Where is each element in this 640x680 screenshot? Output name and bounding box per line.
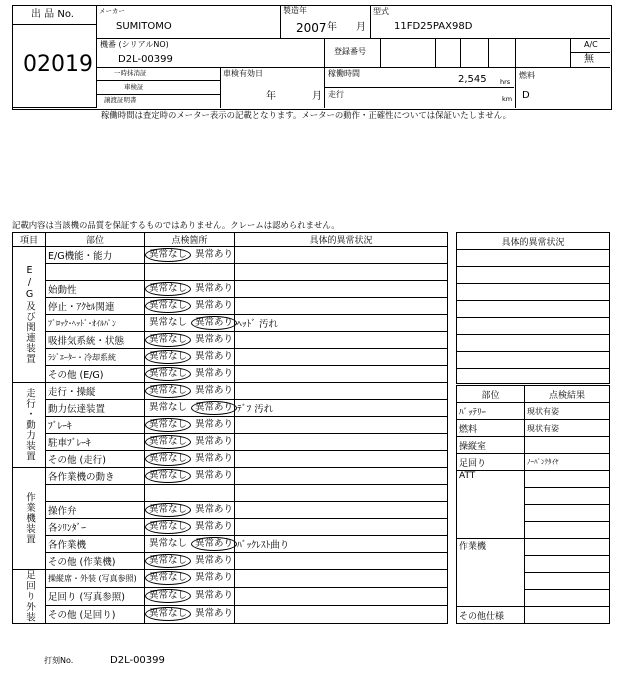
detail-cell	[235, 485, 448, 502]
ok-mark: 異常なし	[149, 317, 188, 328]
part-cell: その他 (走行)	[46, 451, 145, 468]
table-row	[13, 502, 448, 519]
hours-label: 稼働時間	[328, 69, 360, 78]
check-cell	[145, 247, 235, 264]
part-cell	[46, 264, 145, 281]
hours-disclaimer: 稼働時間は査定時のメーター表示の記載となります。メーターの動作・正確性については保証いたしません。	[101, 110, 512, 120]
side-results-table	[456, 385, 610, 624]
cert-temp-deregistration: 一時抹消証	[114, 69, 147, 77]
side-detail-wrap	[456, 232, 610, 384]
check-cell	[145, 315, 235, 332]
side-result	[525, 437, 610, 454]
check-cell	[145, 264, 235, 281]
check-cell	[145, 281, 235, 298]
side-result: 現状有姿	[525, 420, 610, 437]
table-row	[13, 485, 448, 502]
detail-cell	[235, 264, 448, 281]
inspection-table-wrap	[12, 232, 448, 624]
hours-value: 2,545	[458, 74, 487, 85]
ng-mark: 異常あり	[195, 283, 234, 294]
ng-mark: 異常あり	[195, 453, 234, 464]
group-label	[13, 468, 46, 570]
side-results-wrap	[456, 385, 610, 624]
ok-mark-circled: 異常なし	[145, 571, 191, 585]
ok-mark-circled: 異常なし	[145, 333, 191, 347]
ok-mark-circled: 異常なし	[145, 469, 191, 483]
check-cell	[145, 366, 235, 383]
side-result: 現状有姿	[525, 403, 610, 420]
detail-cell	[235, 605, 448, 623]
part-cell	[46, 485, 145, 502]
side-part: 操縦室	[457, 437, 525, 454]
ng-mark: 異常あり	[195, 590, 234, 602]
ng-mark: 異常あり	[195, 334, 234, 345]
serial-label: 機番 (シリアルNO)	[100, 40, 169, 49]
table-row	[13, 417, 448, 434]
part-cell: ﾌﾞﾚｰｷ	[46, 417, 145, 434]
registration-label: 登録番号	[334, 47, 366, 56]
part-cell: 操作弁	[46, 502, 145, 519]
check-cell	[145, 485, 235, 502]
ng-mark: 異常あり	[195, 368, 234, 379]
hours-unit: hrs	[500, 78, 511, 86]
detail-cell	[235, 502, 448, 519]
group-name: 足回り外装	[24, 570, 35, 623]
list-item	[457, 403, 610, 420]
ok-mark-circled: 異常なし	[145, 452, 191, 466]
detail-cell	[235, 247, 448, 264]
detail-cell	[235, 553, 448, 570]
ok-mark-circled: 異常なし	[145, 350, 191, 364]
list-item	[457, 539, 610, 556]
ng-mark: 異常あり	[195, 521, 234, 532]
part-cell: E/G機能・能力	[46, 247, 145, 264]
part-cell: ﾗｼﾞｴｰﾀｰ・冷却系統	[46, 349, 145, 366]
detail-cell: ﾍｯﾄﾞ 汚れ	[235, 315, 448, 332]
year-value: 2007	[296, 21, 327, 35]
quality-disclaimer: 記載内容は当該機の品質を保証するものではありません。クレームは認められません。	[12, 220, 340, 230]
table-row	[13, 247, 448, 264]
lot-number-box	[12, 5, 97, 108]
detail-cell	[235, 451, 448, 468]
table-row	[13, 570, 448, 588]
ok-mark-circled: 異常なし	[145, 435, 191, 449]
cert-vehicle-inspection: 車検証	[124, 83, 144, 91]
side-detail-title: 具体的異常状況	[457, 233, 610, 250]
ng-mark: 異常あり	[195, 436, 234, 447]
group-label	[13, 247, 46, 383]
part-cell: 各ｼﾘﾝﾀﾞｰ	[46, 519, 145, 536]
check-cell	[145, 451, 235, 468]
part-cell: 各作業機の動き	[46, 468, 145, 485]
ok-mark-circled: 異常なし	[145, 554, 191, 568]
part-cell: 各作業機	[46, 536, 145, 553]
check-cell	[145, 468, 235, 485]
col-detail: 具体的異常状況	[235, 233, 448, 247]
cert-transfer: 譲渡証明書	[104, 96, 137, 104]
part-cell: その他 (足回り)	[46, 605, 145, 623]
ng-mark: 異常あり	[195, 419, 234, 430]
inspection-month-unit: 月	[312, 91, 322, 102]
fuel-label: 燃料	[519, 71, 535, 80]
table-row	[13, 383, 448, 400]
ok-mark-circled: 異常なし	[145, 367, 191, 381]
check-cell	[145, 417, 235, 434]
part-cell: 操縦席・外装 (写真参照)	[46, 570, 145, 588]
stamp-value: D2L-00399	[110, 655, 165, 666]
ok-mark-circled: 異常なし	[145, 418, 191, 432]
ng-mark: 異常あり	[195, 470, 234, 481]
model-label: 型式	[373, 7, 389, 16]
ok-mark-circled: 異常なし	[145, 384, 191, 398]
ok-mark-circled: 異常なし	[145, 503, 191, 517]
stamp-label: 打刻No.	[44, 656, 74, 665]
check-cell	[145, 536, 235, 553]
ok-mark: 異常なし	[149, 538, 188, 549]
ng-mark-circled: 異常あり	[191, 401, 237, 415]
detail-cell	[235, 417, 448, 434]
group-label	[13, 570, 46, 624]
ng-mark: 異常あり	[195, 351, 234, 362]
year-unit: 年	[327, 22, 337, 33]
ng-mark: 異常あり	[195, 504, 234, 515]
check-cell	[145, 434, 235, 451]
detail-cell	[235, 298, 448, 315]
check-cell	[145, 587, 235, 605]
check-cell	[145, 553, 235, 570]
inspection-table	[12, 232, 448, 624]
table-row	[13, 434, 448, 451]
table-row	[13, 587, 448, 605]
table-row	[13, 536, 448, 553]
ac-label: A/C	[584, 40, 598, 49]
detail-cell	[235, 332, 448, 349]
list-item	[457, 420, 610, 437]
part-cell: その他 (E/G)	[46, 366, 145, 383]
table-row	[13, 315, 448, 332]
ng-mark: 異常あり	[195, 300, 234, 311]
fuel-value: D	[522, 90, 530, 101]
check-cell	[145, 519, 235, 536]
year-label: 製造年	[283, 6, 307, 15]
ng-mark: 異常あり	[195, 608, 234, 620]
part-cell: その他 (作業機)	[46, 553, 145, 570]
detail-cell	[235, 281, 448, 298]
list-item	[457, 471, 610, 488]
ok-mark: 異常なし	[149, 402, 188, 413]
inspection-date-label: 車検有効日	[223, 69, 263, 78]
table-row	[13, 400, 448, 417]
check-cell	[145, 400, 235, 417]
check-cell	[145, 570, 235, 588]
lot-number-label: 出 品 No.	[31, 9, 74, 20]
side-work-label: 作業機	[457, 539, 525, 607]
group-name: 走行・動力装置	[24, 388, 35, 462]
detail-cell	[235, 570, 448, 588]
maker-label: メーカー	[99, 7, 125, 15]
detail-cell	[235, 519, 448, 536]
detail-cell	[235, 349, 448, 366]
group-label	[13, 383, 46, 468]
check-cell	[145, 349, 235, 366]
detail-cell: ﾃﾞﾌ 汚れ	[235, 400, 448, 417]
ng-mark: 異常あり	[195, 385, 234, 396]
detail-cell	[235, 434, 448, 451]
ok-mark-circled: 異常なし	[145, 282, 191, 296]
ok-mark-circled: 異常なし	[145, 299, 191, 313]
side-col-part: 部位	[457, 386, 525, 403]
check-cell	[145, 502, 235, 519]
table-row	[13, 349, 448, 366]
detail-cell	[235, 587, 448, 605]
part-cell: 始動性	[46, 281, 145, 298]
table-row	[13, 332, 448, 349]
check-cell	[145, 605, 235, 623]
detail-cell	[235, 383, 448, 400]
inspection-year-unit: 年	[266, 91, 276, 102]
part-cell: 足回り (写真参照)	[46, 587, 145, 605]
side-part: 足回り	[457, 454, 525, 471]
col-check: 点検箇所	[145, 233, 235, 247]
table-row	[13, 553, 448, 570]
check-cell	[145, 332, 235, 349]
group-name: 作業機装置	[24, 492, 35, 545]
part-cell: 動力伝達装置	[46, 400, 145, 417]
detail-cell	[235, 468, 448, 485]
table-row	[13, 298, 448, 315]
side-result: ﾉｰﾊﾟﾝｸﾀｲﾔ	[525, 454, 610, 471]
table-row	[13, 605, 448, 623]
distance-label: 走行	[328, 90, 344, 99]
ok-mark-circled: 異常なし	[145, 607, 191, 621]
side-col-result: 点検結果	[525, 386, 610, 403]
detail-cell: ﾊﾞｯｸﾚｽﾄ曲り	[235, 536, 448, 553]
ok-mark-circled: 異常なし	[145, 589, 191, 603]
group-name: E/G及び関連装置	[24, 265, 35, 364]
table-row	[13, 264, 448, 281]
table-row	[13, 451, 448, 468]
month-unit: 月	[356, 22, 366, 33]
maker-value: SUMITOMO	[116, 21, 172, 32]
ac-value: 無	[584, 54, 594, 65]
check-cell	[145, 383, 235, 400]
ng-mark: 異常あり	[195, 249, 234, 260]
table-row	[13, 519, 448, 536]
part-cell: 吸排気系統・状態	[46, 332, 145, 349]
part-cell: ﾌﾞﾛｯｸ･ﾍｯﾄﾞ･ｵｲﾙﾊﾟﾝ	[46, 315, 145, 332]
table-row	[13, 468, 448, 485]
side-part: 燃料	[457, 420, 525, 437]
detail-cell	[235, 366, 448, 383]
side-other-label: その他仕様	[457, 607, 525, 624]
ng-mark-circled: 異常あり	[191, 537, 237, 551]
part-cell: 停止・ｱｸｾﾙ関連	[46, 298, 145, 315]
model-value: 11FD25PAX98D	[394, 21, 473, 32]
table-row	[13, 366, 448, 383]
table-row	[13, 281, 448, 298]
col-part: 部位	[46, 233, 145, 247]
ng-mark: 異常あり	[195, 555, 234, 566]
ng-mark: 異常あり	[195, 572, 234, 584]
part-cell: 走行・操縦	[46, 383, 145, 400]
list-item	[457, 454, 610, 471]
check-cell	[145, 298, 235, 315]
ok-mark-circled: 異常なし	[145, 520, 191, 534]
lot-number: 02019	[23, 52, 93, 77]
part-cell: 駐車ﾌﾞﾚｰｷ	[46, 434, 145, 451]
side-part: ﾊﾞｯﾃﾘｰ	[457, 403, 525, 420]
ng-mark-circled: 異常あり	[191, 316, 237, 330]
inspection-header-row	[13, 233, 448, 247]
ok-mark-circled: 異常なし	[145, 248, 191, 262]
serial-value: D2L-00399	[118, 54, 173, 65]
list-item	[457, 607, 610, 624]
list-item	[457, 437, 610, 454]
side-part: ATT	[457, 471, 525, 539]
side-detail-table	[456, 232, 610, 384]
km-unit: km	[502, 95, 513, 103]
col-item: 項目	[13, 233, 46, 247]
